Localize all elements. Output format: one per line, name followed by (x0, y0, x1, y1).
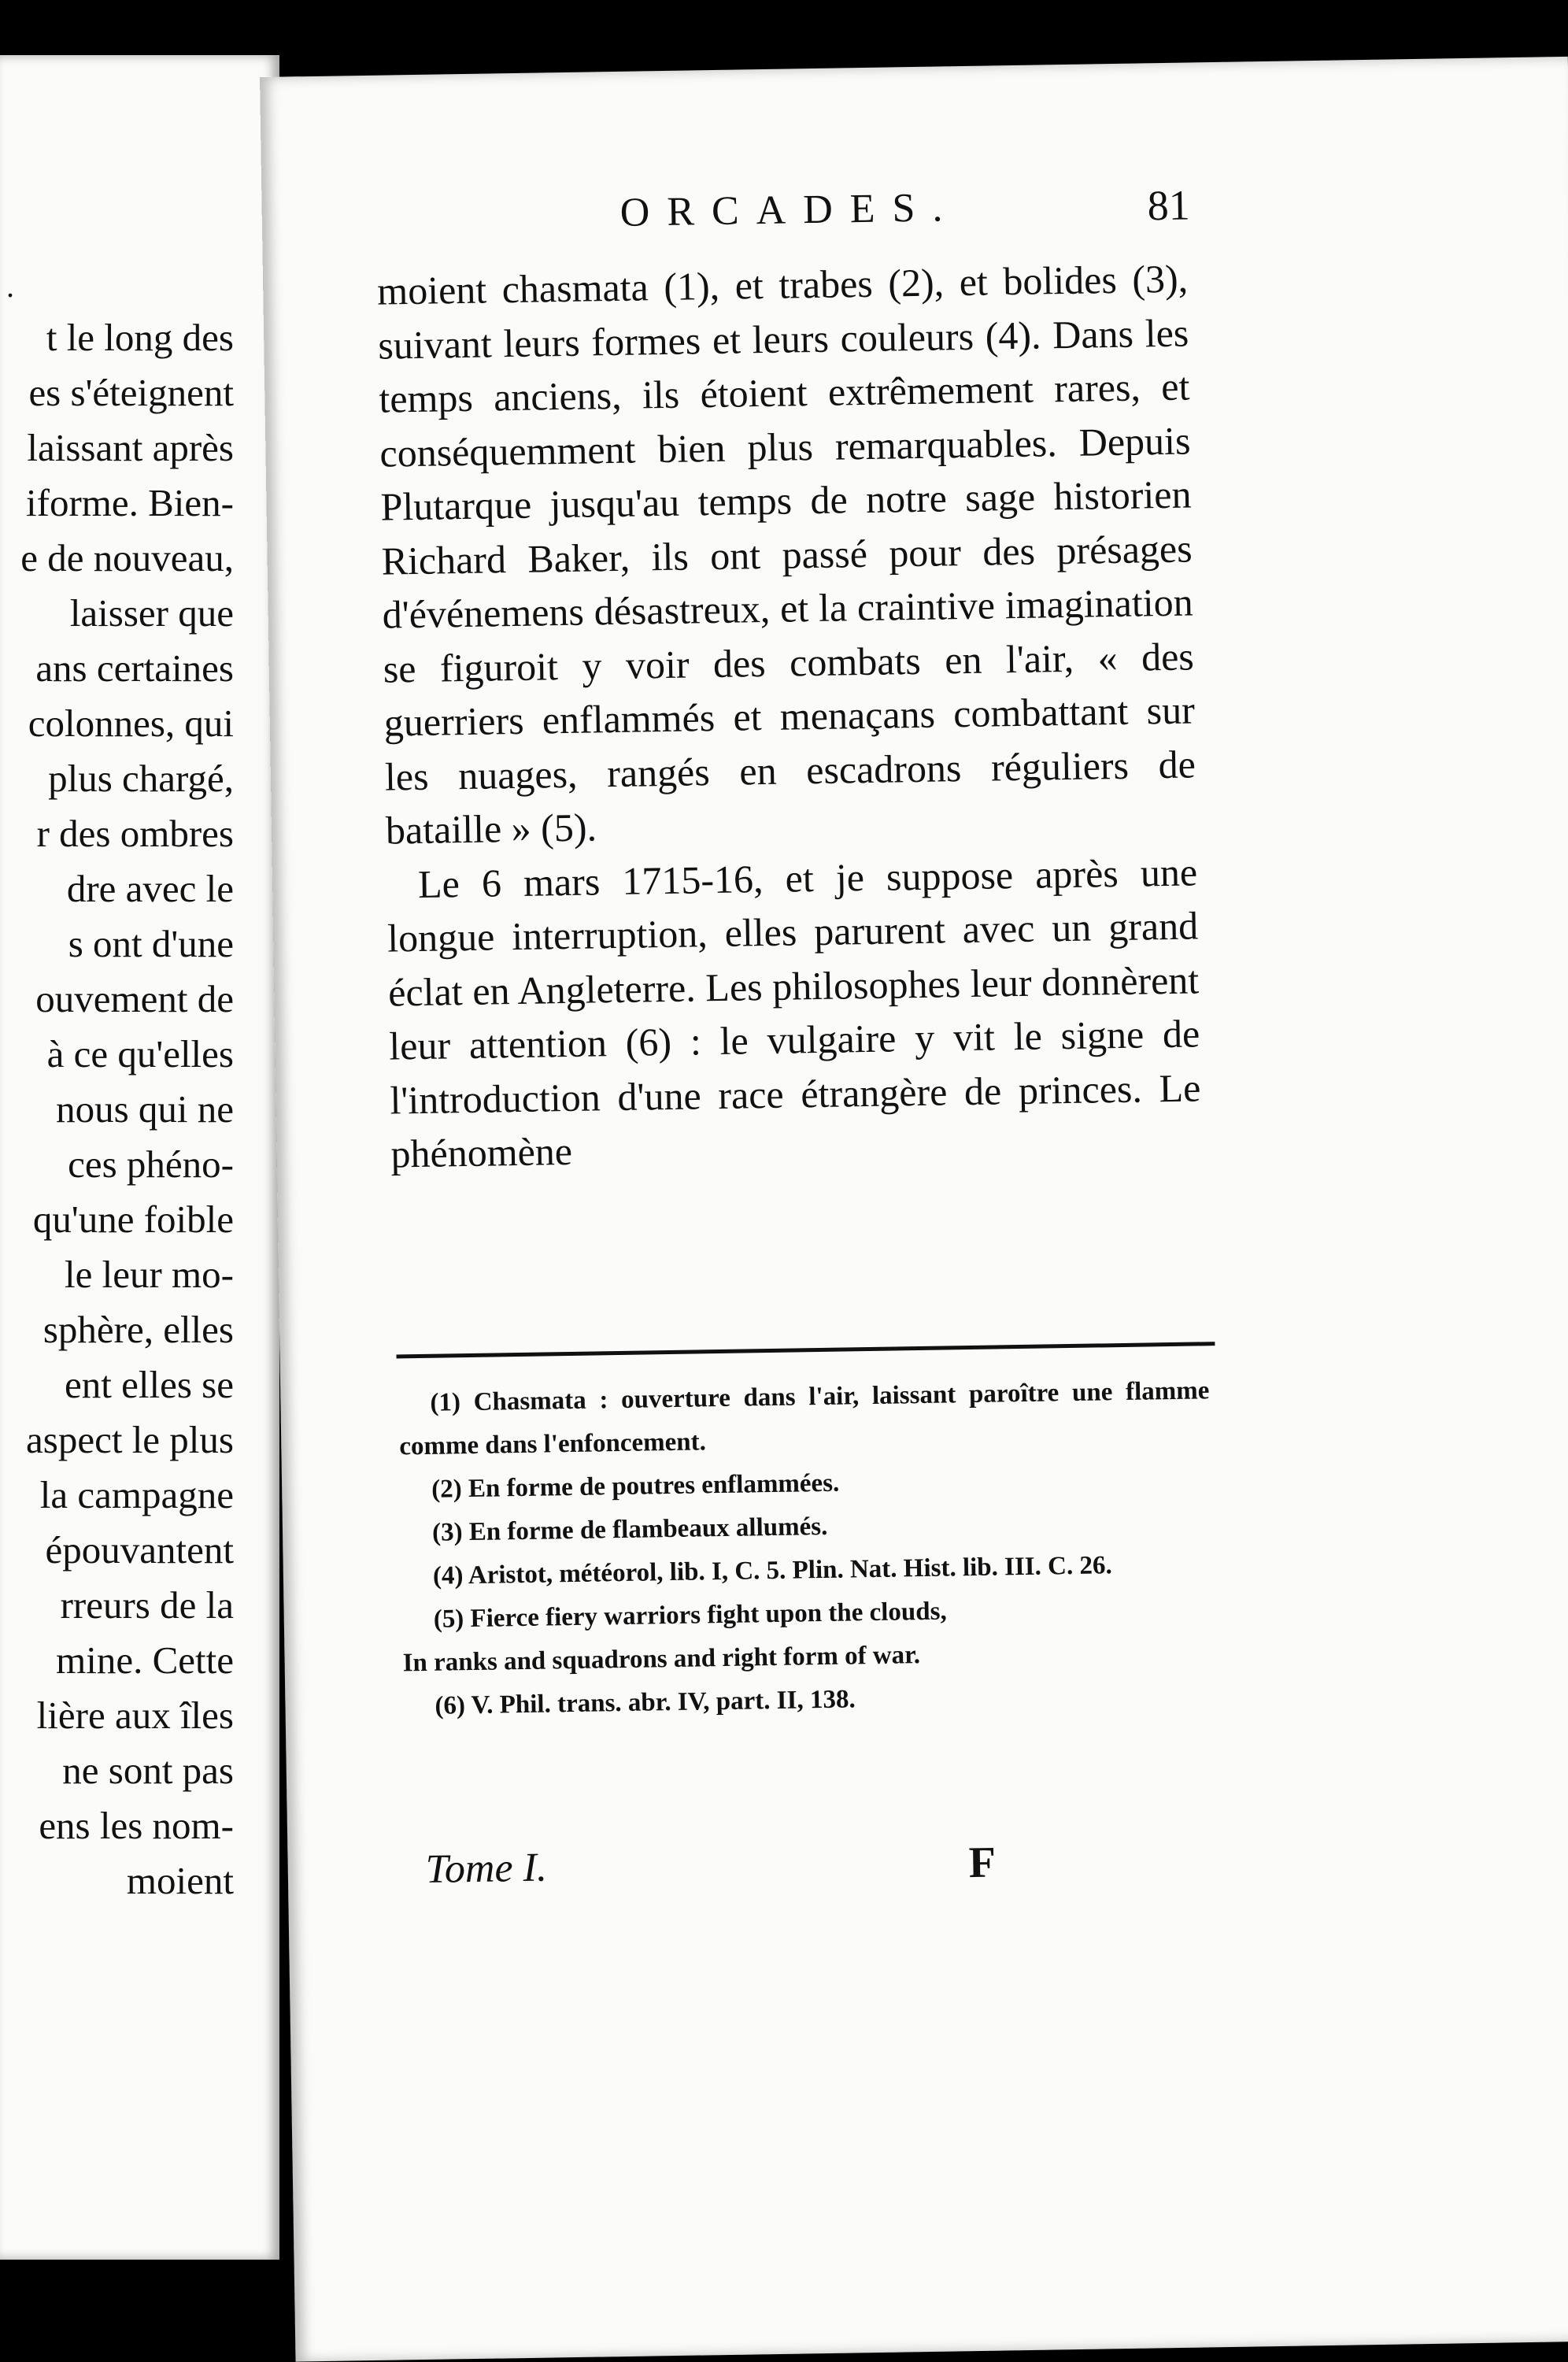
left-page-line: ent elles se (65, 1363, 234, 1406)
left-page-line: le leur mo- (65, 1253, 234, 1296)
left-page-line: plus chargé, (48, 757, 234, 800)
left-page-line: ens les nom- (39, 1804, 234, 1847)
body-paragraph-2: Le 6 mars 1715-16, et je suppose après une longue interruption, elles parurent avec un grand éclat en Angleterre. Les philosophes leur donnèrent leur attention (6) : le vulgaire y vit le signe de l'introduction d'une race étrangère de princes. Le phénomène (386, 849, 1201, 1176)
page-number: 81 (1147, 181, 1191, 230)
left-page-line: rreurs de la (60, 1583, 234, 1627)
left-page-line: laisser que (69, 591, 234, 635)
page-header (261, 175, 1568, 258)
footnote-4: (4) Aristot, météorol, lib. I, C. 5. Plin. Nat. Hist. lib. III. C. 26. (432, 1551, 1112, 1590)
left-page-line: aspect le plus (26, 1418, 234, 1461)
left-page-line: sphère, elles (43, 1308, 234, 1351)
left-page-line: qu'une foible (32, 1198, 234, 1241)
left-page-line: moient (126, 1859, 234, 1902)
page-footer (425, 1834, 1213, 1901)
left-page-line: colonnes, qui (28, 702, 234, 745)
footnote-6: (6) V. Phil. trans. abr. IV, part. II, 138. (435, 1685, 856, 1720)
left-page-line: à ce qu'elles (46, 1032, 234, 1075)
left-page-line: iforme. Bien- (26, 481, 234, 524)
footnote-2: (2) En forme de poutres enflammées. (431, 1468, 840, 1504)
left-page-line: es s'éteignent (28, 371, 234, 414)
left-page-line: ne sont pas (62, 1749, 234, 1792)
left-page-text (20, 310, 234, 1908)
left-page-line: r des ombres (36, 812, 234, 855)
footnote-5: (5) Fierce fiery warriors fight upon the clouds, (433, 1597, 947, 1634)
left-page-line: dre avec le (66, 867, 234, 910)
running-title: ORCADES. (619, 185, 960, 235)
footnote-3: (3) En forme de flambeaux allumés. (431, 1512, 828, 1547)
body-text (377, 252, 1202, 1182)
left-page-line: laissant après (27, 426, 234, 469)
left-page-line: ces phéno- (68, 1142, 234, 1186)
left-page-line: la campagne (39, 1473, 234, 1516)
left-page-line: ans certaines (35, 646, 234, 690)
left-page-line: nous qui ne (56, 1087, 234, 1131)
body-paragraph-1: moient chasmata (1), et trabes (2), et bolides (3), suivant leurs formes et leurs couleurs (4). Dans les temps anciens, ils étoient extrêmement rares, et conséquemment bien plus remarquables. Depuis Plutarque jusqu'au temps de notre sage historien Richard Baker, ils ont passé pour des présages d'événemens désastreux, et la craintive imagination se figuroit y voir des combats en l'air, « des guerriers enflammés et menaçans combattant sur les nuages, rangés en escadrons réguliers de bataille » (5). (376, 256, 1196, 853)
left-page-line: t le long des (46, 316, 234, 359)
left-page (0, 55, 279, 2260)
left-page-line: lière aux îles (36, 1694, 234, 1737)
left-page-line: ouvement de (35, 977, 234, 1020)
left-page-mark: . (6, 268, 14, 304)
left-page-line: mine. Cette (56, 1638, 234, 1682)
footnote-rule (397, 1342, 1215, 1358)
left-page-line: e de nouveau, (20, 536, 234, 579)
footnotes (398, 1369, 1215, 1728)
left-page-line: épouvantent (45, 1528, 234, 1572)
right-page (260, 57, 1568, 2362)
signature-mark: F (968, 1838, 997, 1888)
left-page-line: s ont d'une (68, 922, 234, 965)
footnote-5-continued: In ranks and squadrons and right form of war. (402, 1641, 921, 1678)
volume-label: Tome I. (425, 1845, 548, 1892)
footnote-1: (1) Chasmata : ouverture dans l'air, laissant paroître une flamme comme dans l'enfoncement. (399, 1376, 1210, 1461)
